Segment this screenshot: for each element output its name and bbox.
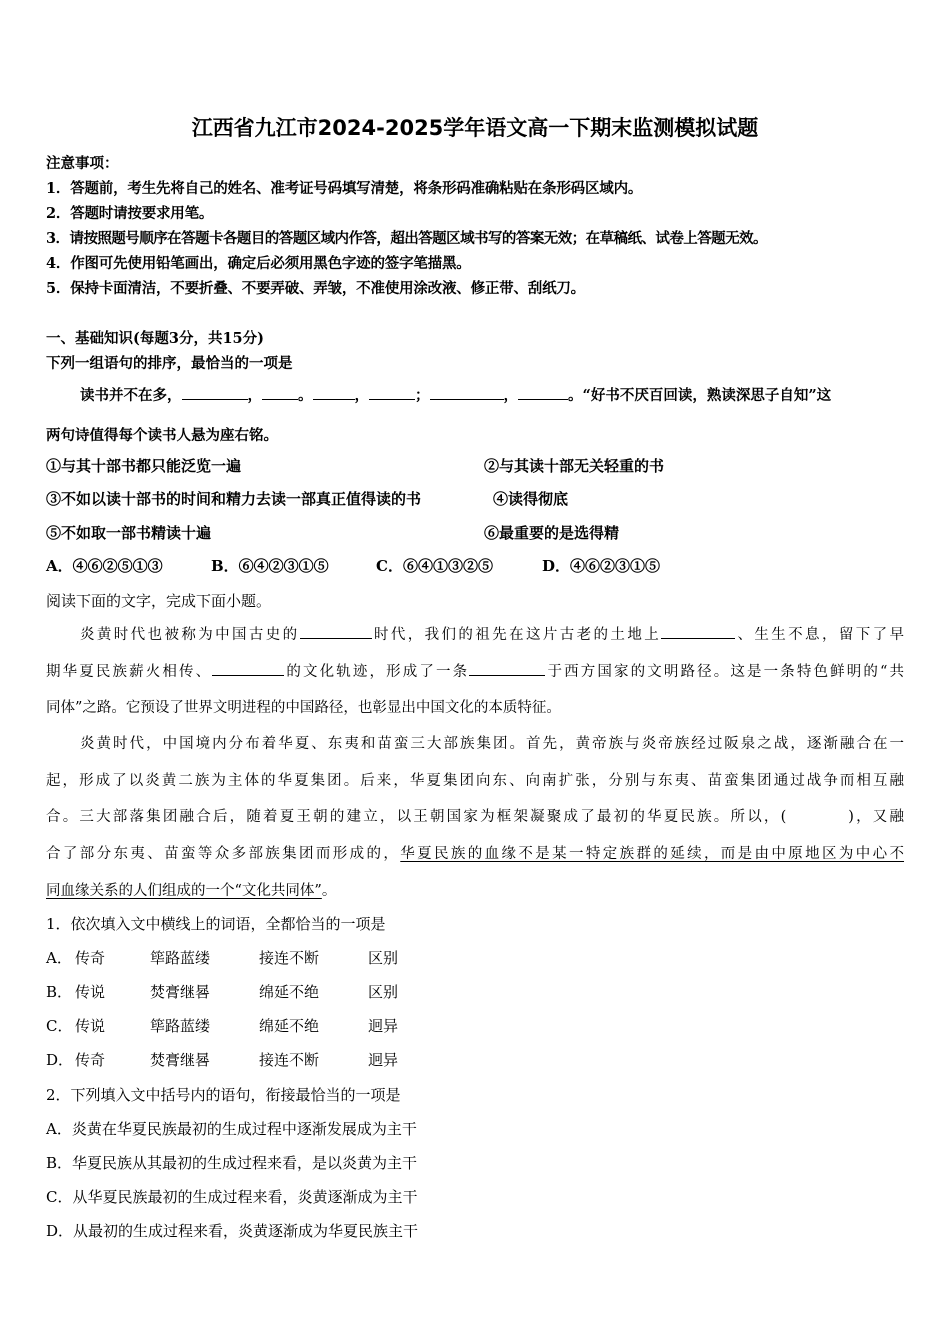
answer-blank [182, 385, 248, 400]
passage-line: 同血缘关系的人们组成的一个“文化共同体”。 [46, 883, 337, 899]
answer-blank [212, 661, 284, 676]
notice-item: 4．作图可先使用铅笔画出，确定后必须用黑色字迹的签字笔描黑。 [46, 255, 471, 272]
question-stem: 2．下列填入文中括号内的语句，衔接最恰当的一项是 [46, 1086, 401, 1104]
answer-option: B．⑥④②③①⑤ [211, 557, 329, 575]
ordering-sentence-cont: 两句诗值得每个读书人悬为座右铭。 [46, 427, 278, 444]
passage-line: 炎黄时代也被称为中国古史的 时代，我们的祖先在这片古老的土地上 、生生不息，留下了早 [80, 623, 904, 644]
answer-option: D．④⑥②③①⑤ [542, 557, 661, 575]
answer-blank [430, 385, 504, 400]
underlined-sentence: 华夏民族的血缘不是某一特定族群的延续，而是由中原地区为中心不 [400, 846, 905, 862]
answer-blank [300, 624, 372, 639]
answer-blank [369, 385, 415, 400]
ordering-item: ③不如以读十部书的时间和精力去读一部真正值得读的书 [46, 490, 422, 508]
answer-blank [518, 385, 568, 400]
ordering-sentence: 读书并不在多， ， 。 ， ； ， 。“好书不厌百回读，熟读深思子自知”这 [80, 387, 832, 404]
answer-blank [661, 624, 735, 639]
q1-option: D． 传奇 焚膏继晷 接连不断 迥异 [46, 1051, 399, 1069]
answer-blank [313, 385, 355, 400]
answer-option: C．⑥④①③②⑤ [376, 557, 493, 575]
reading-instruction: 阅读下面的文字，完成下面小题。 [46, 592, 272, 610]
ordering-item: ②与其读十部无关轻重的书 [484, 457, 665, 475]
notice-item: 1．答题前，考生先将自己的姓名、准考证号码填写清楚，将条形码准确粘贴在条形码区域内。 [46, 180, 643, 197]
page-title: 江西省九江市2024-2025学年语文高一下期末监测模拟试题 [191, 116, 759, 140]
q2-option: D．从最初的生成过程来看，炎黄逐渐成为华夏民族主干 [46, 1222, 419, 1240]
passage-line: 炎黄时代，中国境内分布着华夏、东夷和苗蛮三大部族集团。首先，黄帝族与炎帝族经过阪泉之战，逐渐融合在一 [80, 736, 904, 752]
notice-heading: 注意事项： [46, 155, 119, 172]
sentence-start: 读书并不在多， [80, 387, 182, 404]
passage-line: 同体”之路。它预设了世界文明进程的中国路径，也彰显出中国文化的本质特征。 [46, 700, 561, 716]
notice-item: 2．答题时请按要求用笔。 [46, 205, 214, 222]
ordering-item: ①与其十部书都只能泛览一遍 [46, 457, 242, 475]
q2-option: C．从华夏民族最初的生成过程来看，炎黄逐渐成为主干 [46, 1188, 418, 1206]
q2-option: B．华夏民族从其最初的生成过程来看，是以炎黄为主干 [46, 1154, 418, 1172]
ordering-item: ⑤不如取一部书精读十遍 [46, 524, 212, 542]
question-stem: 下列一组语句的排序，最恰当的一项是 [46, 355, 293, 372]
sentence-end: 。“好书不厌百回读，熟读深思子自知”这 [568, 387, 832, 404]
answer-blank [469, 661, 545, 676]
section-heading: 一、基础知识(每题3分，共15分) [46, 330, 264, 347]
q1-option: A． 传奇 筚路蓝缕 接连不断 区别 [46, 949, 399, 967]
passage-line: 合了部分东夷、苗蛮等众多部族集团而形成的，华夏民族的血缘不是某一特定族群的延续，而是由中原地区为中心不 [46, 846, 905, 862]
passage-line: 起，形成了以炎黄二族为主体的华夏集团。后来，华夏集团向东、向南扩张，分别与东夷、苗蛮集团通过战争而相互融 [46, 773, 904, 789]
ordering-item: ⑥最重要的是选得精 [484, 524, 620, 542]
answer-blank [262, 385, 298, 400]
q2-option: A．炎黄在华夏民族最初的生成过程中逐渐发展成为主干 [46, 1120, 417, 1138]
notice-item: 3．请按照题号顺序在答题卡各题目的答题区域内作答，超出答题区域书写的答案无效；在草稿纸、试卷上答题无效。 [46, 230, 767, 247]
answer-option: A．④⑥②⑤①③ [46, 557, 163, 575]
ordering-item: ④读得彻底 [493, 490, 569, 508]
underlined-sentence: 同血缘关系的人们组成的一个“文化共同体” [46, 883, 322, 899]
passage-line: 期华夏民族薪火相传、 的文化轨迹，形成了一条 于西方国家的文明路径。这是一条特色鲜明的“共 [46, 660, 904, 681]
notice-item: 5．保持卡面清洁，不要折叠、不要弄破、弄皱，不准使用涂改液、修正带、刮纸刀。 [46, 280, 585, 297]
q1-option: B． 传说 焚膏继晷 绵延不绝 区别 [46, 983, 399, 1001]
question-stem: 1．依次填入文中横线上的词语，全都恰当的一项是 [46, 915, 386, 933]
q1-option: C． 传说 筚路蓝缕 绵延不绝 迥异 [46, 1017, 399, 1035]
passage-line: 合。三大部落集团融合后，随着夏王朝的建立，以王朝国家为框架凝聚成了最初的华夏民族。所以，( )，又融 [46, 809, 904, 825]
